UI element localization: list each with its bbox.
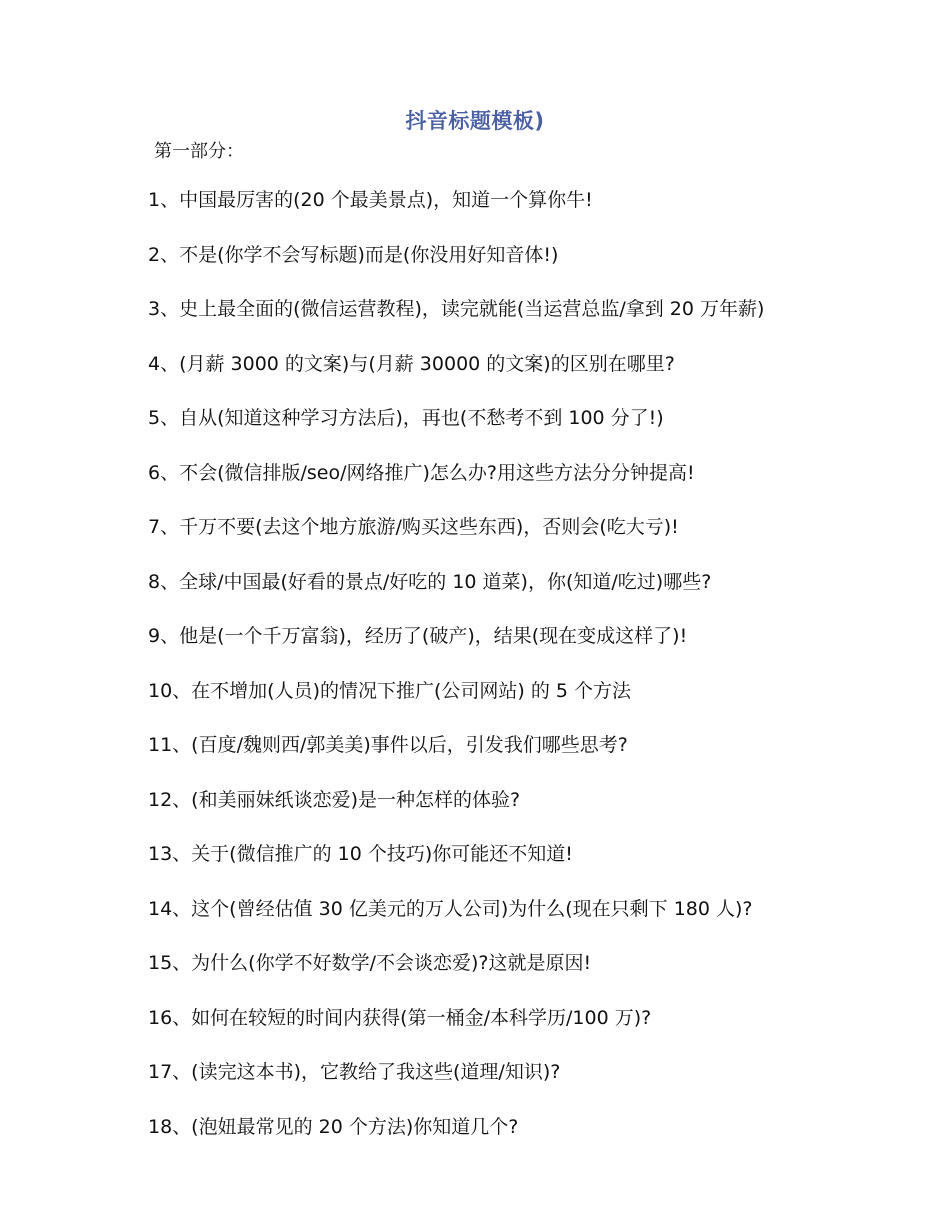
list-item: 15、为什么(你学不好数学/不会谈恋爱)?这就是原因!: [148, 952, 592, 974]
section-heading: 第一部分：: [154, 141, 244, 162]
list-item: 1、中国最厉害的(20 个最美景点)，知道一个算你牛!: [148, 189, 593, 211]
list-item: 16、如何在较短的时间内获得(第一桶金/本科学历/100 万)?: [148, 1006, 652, 1029]
list-item: 3、史上最全面的(微信运营教程)，读完就能(当运营总监/拿到 20 万年薪): [148, 298, 765, 320]
list-item: 18、(泡妞最常见的 20 个方法)你知道几个?: [148, 1115, 519, 1138]
title-template-list: [148, 186, 764, 1167]
list-item: 6、不会(微信排版/seo/网络推广)怎么办?用这些方法分分钟提高!: [148, 461, 695, 484]
list-item: 2、不是(你学不会写标题)而是(你没用好知音体!): [148, 243, 559, 266]
list-item: 10、在不增加(人员)的情况下推广(公司网站) 的 5 个方法: [148, 679, 632, 702]
list-item: 7、千万不要(去这个地方旅游/购买这些东西)，否则会(吃大亏)!: [148, 516, 679, 538]
list-item: 5、自从(知道这种学习方法后)，再也(不愁考不到 100 分了!): [148, 407, 664, 429]
list-item: 8、全球/中国最(好看的景点/好吃的 10 道菜)，你(知道/吃过)哪些?: [148, 570, 712, 593]
list-item: 4、(月薪 3000 的文案)与(月薪 30000 的文案)的区别在哪里?: [148, 352, 675, 375]
list-item: 11、(百度/魏则西/郭美美)事件以后，引发我们哪些思考?: [148, 734, 628, 756]
document-title: 抖音标题模板): [405, 109, 545, 133]
list-item: 17、(读完这本书)，它教给了我这些(道理/知识)?: [148, 1061, 561, 1083]
list-item: 14、这个(曾经估值 30 亿美元的万人公司)为什么(现在只剩下 180 人)?: [148, 897, 753, 920]
list-item: 9、他是(一个千万富翁)，经历了(破产)，结果(现在变成这样了)!: [148, 625, 688, 647]
list-item: 12、(和美丽妹纸谈恋爱)是一种怎样的体验?: [148, 788, 521, 811]
list-item: 13、关于(微信推广的 10 个技巧)你可能还不知道!: [148, 843, 573, 865]
